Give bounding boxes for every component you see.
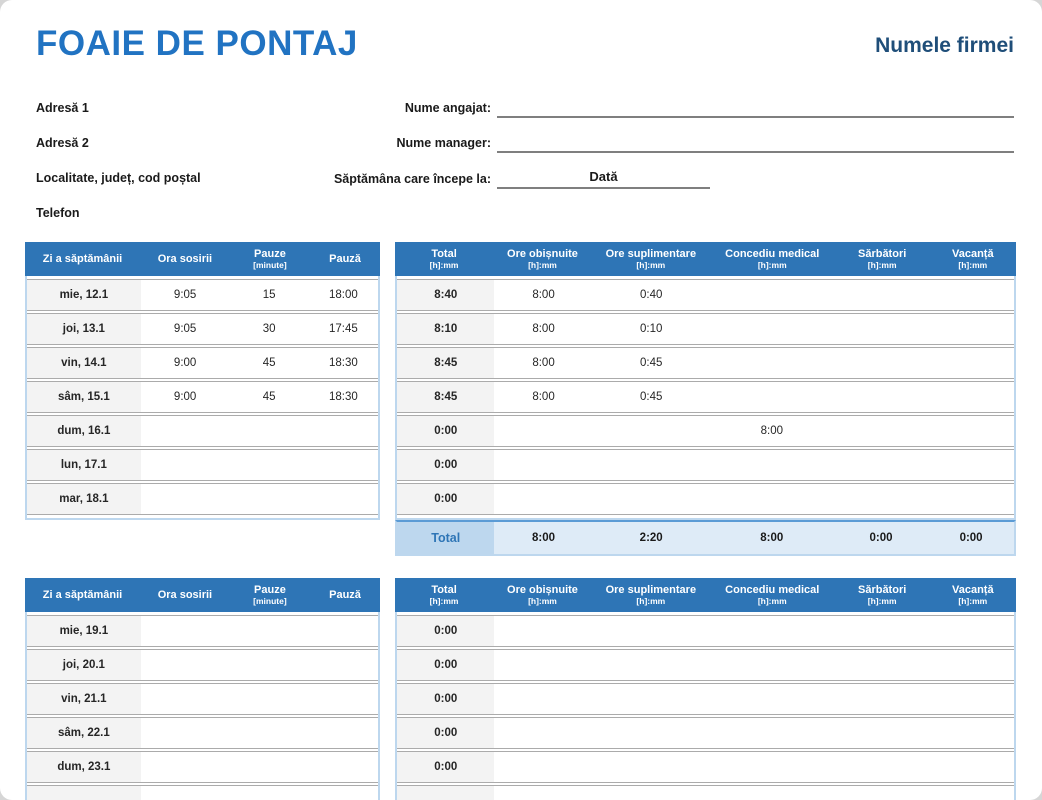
break-cell[interactable] (230, 786, 309, 800)
table-row (397, 649, 1014, 681)
break-cell[interactable] (230, 450, 309, 480)
break-cell[interactable] (230, 416, 309, 446)
break-cell[interactable] (230, 650, 309, 680)
total-cell: 0:00 (397, 684, 494, 714)
day-column-header: Zi a săptămânii (42, 588, 123, 601)
manager-name-label: Nume manager: (396, 136, 491, 150)
time-in-cell[interactable] (141, 752, 230, 782)
time-out-cell[interactable] (309, 450, 378, 480)
employee-name-field[interactable] (497, 99, 1014, 118)
total-sick-cell: 8:00 (760, 532, 784, 544)
sick-cell[interactable] (710, 752, 834, 782)
break-cell[interactable]: 15 (262, 289, 276, 301)
holiday-cell[interactable] (834, 752, 928, 782)
vacation-cell[interactable] (928, 314, 1014, 344)
time-in-cell[interactable] (141, 484, 230, 514)
sick-cell[interactable] (710, 684, 834, 714)
time-out-cell[interactable] (309, 684, 378, 714)
time-in-cell[interactable]: 9:00 (173, 391, 197, 403)
overtime-cell (593, 416, 710, 446)
regular-cell (494, 616, 592, 646)
time-out-column-header: Pauză (329, 588, 361, 601)
regular-cell (494, 484, 592, 514)
table-row (397, 449, 1014, 481)
total-vacation-cell: 0:00 (959, 532, 983, 544)
vacation-cell[interactable] (928, 348, 1014, 378)
holiday-cell[interactable] (834, 650, 928, 680)
total-cell: 8:45 (397, 348, 494, 378)
time-out-column-header: Pauză (329, 252, 361, 265)
time-out-cell[interactable]: 18:30 (329, 357, 358, 369)
week1-day-table-header (25, 242, 380, 276)
regular-hours-column-header: Ore obișnuite [h]:mm (507, 248, 578, 270)
time-in-cell[interactable]: 9:05 (173, 323, 197, 335)
sick-cell[interactable] (710, 616, 834, 646)
time-in-cell[interactable] (141, 650, 230, 680)
vacation-column-header: Vacanță [h]:mm (952, 248, 994, 270)
table-row (27, 347, 378, 379)
total-cell: 8:45 (397, 382, 494, 412)
break-cell[interactable]: 30 (262, 323, 276, 335)
holiday-cell[interactable] (834, 616, 928, 646)
overtime-column-header: Ore suplimentare [h]:mm (605, 248, 697, 270)
time-in-cell[interactable] (141, 416, 230, 446)
vacation-cell[interactable] (928, 382, 1014, 412)
time-in-cell[interactable] (141, 450, 230, 480)
time-out-cell[interactable] (309, 484, 378, 514)
time-out-cell[interactable]: 18:30 (329, 391, 358, 403)
regular-cell: 8:00 (532, 391, 555, 403)
time-in-column-header: Ora sosirii (157, 588, 213, 601)
total-column-header: Total [h]:mm (429, 584, 459, 606)
time-in-cell[interactable]: 9:05 (173, 289, 197, 301)
time-out-cell[interactable] (309, 786, 378, 800)
page-title: FOAIE DE PONTAJ (36, 24, 358, 63)
vacation-cell[interactable] (928, 786, 1014, 800)
sick-cell[interactable] (710, 280, 834, 310)
day-cell: dum, 23.1 (27, 752, 141, 782)
regular-cell (494, 416, 592, 446)
week2-hours-table-header (395, 578, 1016, 612)
day-cell: joi, 13.1 (27, 314, 141, 344)
table-row (27, 615, 378, 647)
overtime-cell (593, 450, 710, 480)
overtime-cell (593, 752, 710, 782)
regular-cell (494, 684, 592, 714)
manager-name-field[interactable] (497, 134, 1014, 153)
week1-hours-table (395, 242, 1016, 556)
day-cell: mar, 18.1 (27, 484, 141, 514)
day-cell (27, 786, 141, 800)
overtime-cell (593, 684, 710, 714)
table-row (27, 785, 378, 800)
locality-label: Localitate, județ, cod poștal (36, 171, 201, 185)
table-row (27, 683, 378, 715)
break-cell[interactable]: 45 (262, 391, 276, 403)
sick-cell[interactable] (710, 484, 834, 514)
holiday-column-header: Sărbători [h]:mm (857, 248, 907, 270)
day-cell: mie, 19.1 (27, 616, 141, 646)
holiday-cell[interactable] (834, 786, 928, 800)
vacation-cell[interactable] (928, 684, 1014, 714)
total-cell: 8:40 (397, 280, 494, 310)
regular-cell (494, 450, 592, 480)
time-in-cell[interactable] (141, 616, 230, 646)
break-cell[interactable] (230, 718, 309, 748)
total-column-header: Total [h]:mm (429, 248, 459, 270)
regular-cell (494, 718, 592, 748)
total-regular-cell: 8:00 (532, 532, 556, 544)
time-out-cell[interactable] (309, 616, 378, 646)
total-cell: 8:10 (397, 314, 494, 344)
table-row (397, 751, 1014, 783)
regular-hours-column-header: Ore obișnuite [h]:mm (507, 584, 578, 606)
overtime-cell (593, 616, 710, 646)
holiday-cell[interactable] (834, 348, 928, 378)
table-row (27, 751, 378, 783)
holiday-cell[interactable] (834, 314, 928, 344)
break-cell[interactable] (230, 484, 309, 514)
vacation-cell[interactable] (928, 752, 1014, 782)
day-cell: joi, 20.1 (27, 650, 141, 680)
day-cell: lun, 17.1 (27, 450, 141, 480)
time-out-cell[interactable]: 18:00 (329, 289, 358, 301)
table-row (27, 313, 378, 345)
holiday-cell[interactable] (834, 382, 928, 412)
overtime-cell: 0:45 (639, 357, 663, 369)
vacation-cell[interactable] (928, 650, 1014, 680)
holiday-cell[interactable] (834, 684, 928, 714)
table-row (397, 415, 1014, 447)
time-out-cell[interactable] (309, 752, 378, 782)
overtime-cell (593, 786, 710, 800)
table-row (27, 717, 378, 749)
overtime-cell (593, 484, 710, 514)
regular-cell (494, 752, 592, 782)
break-column-header: Pauze [minute] (253, 584, 287, 606)
total-cell: 0:00 (397, 450, 494, 480)
day-cell: dum, 16.1 (27, 416, 141, 446)
week1-day-table (25, 242, 380, 520)
table-row (397, 279, 1014, 311)
time-in-cell[interactable] (141, 786, 230, 800)
sick-cell[interactable] (710, 650, 834, 680)
table-row (27, 381, 378, 413)
employee-name-label: Nume angajat: (404, 101, 491, 115)
week2-day-table (25, 578, 380, 800)
day-cell: sâm, 22.1 (27, 718, 141, 748)
break-cell[interactable] (230, 684, 309, 714)
table-row (397, 615, 1014, 647)
vacation-cell[interactable] (928, 450, 1014, 480)
regular-cell: 8:00 (532, 357, 555, 369)
holiday-cell[interactable] (834, 484, 928, 514)
overtime-cell: 0:40 (639, 289, 663, 301)
total-cell (397, 786, 494, 800)
week-start-label: Săptămâna care începe la: (333, 172, 491, 186)
total-cell: 0:00 (397, 718, 494, 748)
holiday-cell[interactable] (834, 416, 928, 446)
sick-cell[interactable] (710, 718, 834, 748)
overtime-cell (593, 650, 710, 680)
sick-leave-column-header: Concediu medical [h]:mm (725, 248, 820, 270)
break-column-header: Pauze [minute] (253, 248, 287, 270)
vacation-cell[interactable] (928, 416, 1014, 446)
time-out-cell[interactable] (309, 416, 378, 446)
company-name: Numele firmei (875, 34, 1014, 57)
table-row (397, 313, 1014, 345)
regular-cell: 8:00 (532, 289, 555, 301)
day-column-header: Zi a săptămânii (42, 252, 123, 265)
vacation-cell[interactable] (928, 484, 1014, 514)
table-row (397, 347, 1014, 379)
table-row (27, 483, 378, 515)
total-overtime-cell: 2:20 (639, 532, 663, 544)
break-cell[interactable]: 45 (262, 357, 276, 369)
table-row (397, 717, 1014, 749)
total-cell: 0:00 (397, 650, 494, 680)
vacation-cell[interactable] (928, 280, 1014, 310)
total-cell: 0:00 (397, 416, 494, 446)
holiday-cell[interactable] (834, 280, 928, 310)
time-out-cell[interactable] (309, 718, 378, 748)
day-cell: mie, 12.1 (27, 280, 141, 310)
week1-total-row (395, 520, 1016, 556)
time-in-cell[interactable]: 9:00 (173, 357, 197, 369)
sick-cell[interactable] (710, 786, 834, 800)
vacation-cell[interactable] (928, 718, 1014, 748)
vacation-column-header: Vacanță [h]:mm (952, 584, 994, 606)
overtime-cell: 0:45 (639, 391, 663, 403)
holiday-cell[interactable] (834, 450, 928, 480)
time-out-cell[interactable] (309, 650, 378, 680)
overtime-cell: 0:10 (639, 323, 663, 335)
sick-cell[interactable] (710, 382, 834, 412)
sick-leave-column-header: Concediu medical [h]:mm (725, 584, 820, 606)
table-row (397, 683, 1014, 715)
time-in-column-header: Ora sosirii (157, 252, 213, 265)
table-row (27, 415, 378, 447)
table-row (397, 381, 1014, 413)
regular-cell (494, 786, 592, 800)
sick-cell[interactable] (710, 348, 834, 378)
total-cell: 0:00 (397, 752, 494, 782)
break-cell[interactable] (230, 752, 309, 782)
vacation-cell[interactable] (928, 616, 1014, 646)
regular-cell (494, 650, 592, 680)
total-cell: 0:00 (397, 616, 494, 646)
time-in-cell[interactable] (141, 684, 230, 714)
holiday-column-header: Sărbători [h]:mm (857, 584, 907, 606)
day-cell: sâm, 15.1 (27, 382, 141, 412)
table-row (27, 279, 378, 311)
address1-label: Adresă 1 (36, 101, 89, 115)
table-row (27, 449, 378, 481)
date-placeholder: Dată (589, 169, 618, 184)
time-out-cell[interactable]: 17:45 (329, 323, 358, 335)
address2-label: Adresă 2 (36, 136, 89, 150)
week1-hours-table-header (395, 242, 1016, 276)
week2-day-table-header (25, 578, 380, 612)
total-holiday-cell: 0:00 (869, 532, 893, 544)
week2-hours-table (395, 578, 1016, 800)
day-cell: vin, 21.1 (27, 684, 141, 714)
holiday-cell[interactable] (834, 718, 928, 748)
table-row (397, 785, 1014, 800)
day-cell: vin, 14.1 (27, 348, 141, 378)
sick-cell[interactable] (710, 450, 834, 480)
sick-cell[interactable] (710, 314, 834, 344)
table-row (27, 649, 378, 681)
regular-cell: 8:00 (532, 323, 555, 335)
sick-cell[interactable]: 8:00 (760, 425, 783, 437)
break-cell[interactable] (230, 616, 309, 646)
total-cell: 0:00 (397, 484, 494, 514)
overtime-cell (593, 718, 710, 748)
overtime-column-header: Ore suplimentare [h]:mm (605, 584, 697, 606)
total-row-label: Total (397, 522, 494, 554)
table-row (397, 483, 1014, 515)
phone-label: Telefon (36, 206, 80, 220)
time-in-cell[interactable] (141, 718, 230, 748)
